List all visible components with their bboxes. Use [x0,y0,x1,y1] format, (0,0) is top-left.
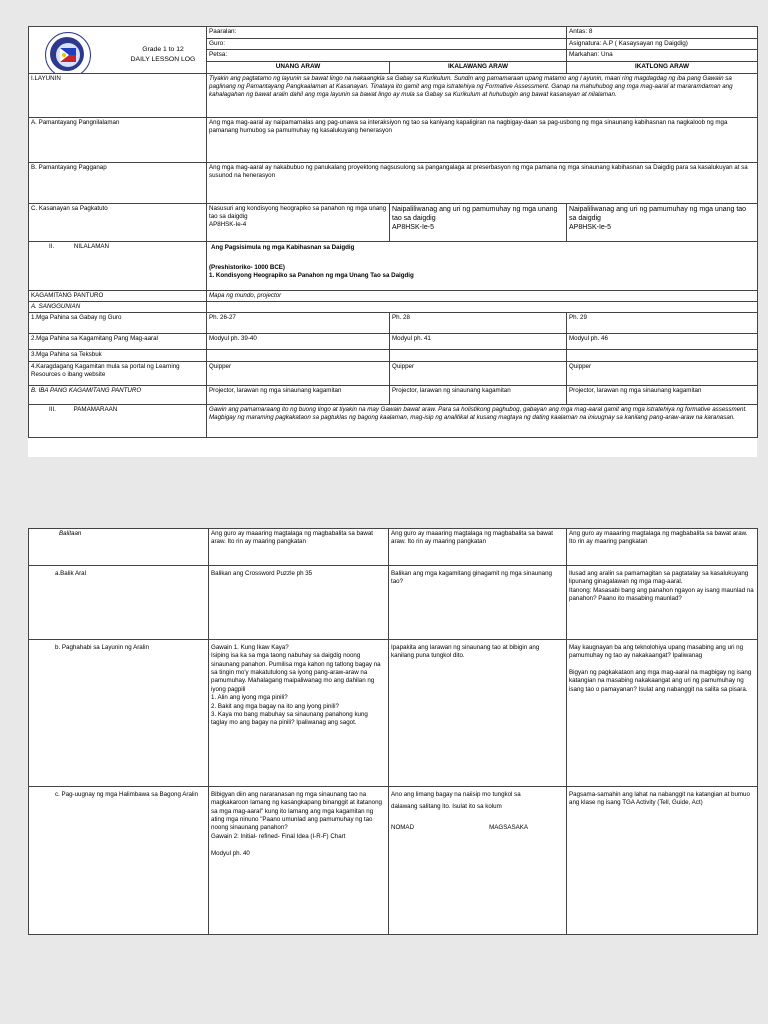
pagkatuto-label: C. Kasanayan sa Pagkatuto [29,203,207,241]
iba-day2: Projector, larawan ng sinaunang kagamitan [390,385,567,404]
magsasaka-heading: MAGSASAKA [489,823,528,831]
magaaral-label: 2.Mga Pahina sa Kagamitang Pang Mag-aaral [29,334,207,350]
deped-seal-icon [45,32,91,73]
grade-text: Grade 1 to 12 [142,46,184,53]
pangnilalaman-label: A. Pamantayang Pangnilalaman [29,117,207,162]
day3-header: IKATLONG ARAW [567,61,758,73]
pagkatuto-day2: Naipaliliwanag ang uri ng pamumuhay ng mga unang tao sa daigdig AP8HSK-Ie-5 [390,203,567,241]
pagkatuto-day3: Naipaliliwanag ang uri ng pamumuhay ng mga unang tao sa daigdig AP8HSK-Ie-5 [567,203,758,241]
karagdagang-day2: Quipper [390,361,567,385]
karagdagang-day3: Quipper [567,361,758,385]
day2-header: IKALAWANG ARAW [390,61,567,73]
header-logo-cell [29,27,207,74]
iba-day3: Projector, larawan ng mga sinaunang kagamitan [567,385,758,404]
balitaan-day1: Ang guro ay maaaring magtalaga ng magbabalita sa bawat araw. Ito rin ay maaring pangkatan [209,529,389,566]
paghahabi-label: b. Paghahabi sa Layunin ng Aralin [29,640,209,787]
pamamaraan-label: PAMAMARAAN [73,405,118,413]
balik-aral-day2: Balikan ang mga kagamitang ginagamit ng mga sinaunang tao? [389,566,567,640]
paghahabi-day3: May kaugnayan ba ang teknolohiya upang masabing ang uri ng pamumuhay ng tao ay nakakaangat? Ipaliwanag Bigyan ng pagkakataon ang mga mag-aaral na magbigay ng isang katangian na masabing nakakaangat ang uri ng pamumuhay ng isang tao o pamayanan? Isulat ang nabanggit na salita sa pisara. [567,640,758,787]
balik-aral-day3: Ilusad ang aralin sa pamamagitan sa pagtatalay sa kasalukuyang lipunang ginagalawan ng mga mag-aaral. Itanong: Masasabi bang ang panahon ngayon ay isang maunlad na panahon? Paano ito masabing maunlad? [567,566,758,640]
paguugnay-label: c. Pag-uugnay ng mga Halimbawa sa Bagong Aralin [29,787,209,935]
pamamaraan-num: III. [49,405,56,413]
pagganap-label: B. Pamantayang Pagganap [29,162,207,203]
balitaan-day2: Ang guro ay maaaring magtalaga ng magbabalita sa bawat araw. Ito rin ay maaring pangkatan [389,529,567,566]
teksbuk-label: 3.Mga Pahina sa Teksbuk [29,350,207,361]
balik-aral-label: a.Balik Aral [29,566,209,640]
nilalaman-label: NILALAMAN [73,242,109,250]
pangnilalaman-text: Ang mga mag-aaral ay naipamamalas ang pag-unawa sa interaksiyon ng tao sa kaniyang kapaligiran na nagbigay-daan sa pag-usbong ng mga sinaunang kabihasnan na nagkaloob ng mga pamanang humubog sa pamumuhay ng kasalukuyang henerasyon [207,117,758,162]
balitaan-label: Balitaan [29,529,209,566]
nilalaman-period: (Preshistoriko- 1000 BCE) [209,263,285,271]
pamamaraan-label-cell [29,404,207,437]
magaaral-day1: Modyul ph. 39-40 [207,334,390,350]
teksbuk-day3 [567,350,758,361]
log-title: DAILY LESSON LOG [130,56,196,64]
paguugnay-day2 [389,787,567,935]
karagdagang-label: 4.Karagdagang Kagamitan mula sa portal ng Learning Resources o ibang website [29,361,207,385]
paguugnay-day2-question: Ano ang limang bagay na naiisip mo tungkol sa [391,791,521,798]
antas-field: Antas: 8 [567,27,758,39]
nilalaman-label-cell [29,241,207,290]
gabay-day1: Ph. 26-27 [207,313,390,334]
lesson-log-page-2 [28,528,757,934]
pagganap-text: Ang mga mag-aaral ay nakabubuo ng panukalang proyektong nagsusulong sa pangangalaga at preserbasyon ng mga pamana ng mga sinaunang kabihasnan sa Daigdig para sa kasalukuyan at sa susunod na henerasyon [207,162,758,203]
magaaral-day2: Modyul ph. 41 [390,334,567,350]
sanggunian-label: A. SANGGUNIAN [29,301,207,312]
lesson-log-table-1 [28,26,758,438]
karagdagang-day1: Quipper [207,361,390,385]
lesson-log-page-1 [28,26,757,457]
header-grade [119,45,207,65]
balik-aral-day1: Balikan ang Crossword Puzzle ph 35 [209,566,389,640]
gabay-day2: Ph. 28 [390,313,567,334]
paaralan-field: Paaralan: [207,27,567,39]
nilalaman-num: II. [49,242,55,250]
layunin-label: I.LAYUNIN [29,73,207,117]
iba-day1: Projector, larawan ng mga sinaunang kagamitan [207,385,390,404]
nilalaman-content [207,241,758,290]
sanggunian-empty [207,301,758,312]
petsa-field: Petsa: [207,50,567,62]
paguugnay-day1: Bibigyan diin ang nararanasan ng mga sinaunang tao na magkakaroon lamang ng kasangkapang binanggit at itatanong sa mga mag-aaral" kung ito lamang ang mga kagamitan ng ating mga ninuno "Paano umunlad ang pamumuhay ng tao noong sinaunang panahon? Gawain 2: Initial- refined- Final Idea (I-R-F) Chart Modyul ph. 40 [209,787,389,935]
pagkatuto-day1: Nasusuri ang kondisyong heograpiko sa panahon ng mga unang tao sa daigdig AP8HSK-Ie-4 [207,203,390,241]
lesson-log-table-2 [28,528,758,935]
gabay-label: 1.Mga Pahina sa Gabay ng Guro [29,313,207,334]
teksbuk-day1 [207,350,390,361]
paguugnay-day2-instruction: dalawang salitang ito. Isulat ito sa kolum [391,803,502,811]
nilalaman-title: Ang Pagsisimula ng mga Kabihasnan sa Daigdig [211,243,355,251]
markahan-field: Markahan: Una [567,50,758,62]
paguugnay-day3: Pagsama-samahin ang lahat na nabanggit na katangian at bumuo ang klase ng isang TGA Activity (Tell, Guide, Act) [567,787,758,935]
asignatura-field: Asignatura: A.P ( Kasaysayan ng Daigdig) [567,38,758,50]
kagamitan-text: Mapa ng mundo, projector [207,290,758,301]
pamamaraan-text: Gawin ang pamamaraang ito ng buong lingo at tiyakin na may Gawain bawat araw. Para sa holistikong paghubog, gabayan ang mga mag-aaral gamit ang mga istratehiya ng formative assessment. Magbigay ng maraming pagkakataon sa pagtuklas ng bagong kaalaman, mag-isip ng analitikal at kusang magtaya ng dating kaalaman na iniuugnay sa kanilang pang-araw-araw na karanasan. [207,404,758,437]
nomad-heading: NOMAD [391,823,415,831]
balitaan-day3: Ang guro ay maaaring magtalaga ng magbabalita sa bawat araw. Ito rin ay maaring pangkatan [567,529,758,566]
iba-label: B. IBA PANG KAGAMITANG PANTURO [29,385,207,404]
nilalaman-topic: 1. Kondisyong Heograpiko sa Panahon ng mga Unang Tao sa Daigdig [209,272,414,280]
day1-header: UNANG ARAW [207,61,390,73]
column-headings [391,824,564,832]
teksbuk-day2 [390,350,567,361]
magaaral-day3: Modyul ph. 46 [567,334,758,350]
layunin-text: Tiyakin ang pagtatamo ng layunin sa bawat lingo na nakaangkla sa Gabay sa Kurikulum. Sundin ang pamamaraan upang matamo ang l ayunin, maari ring magdagdag ng iba pang Gawain sa paglinang ng Pamantayang Pangkaalaman at Kasanayan. Tinataya ito gamit ang mga istratehiya ng Formative Assessment. Ganap na mahuhubog ang mga mag-aaral at mararamdaman ang kahalagahan ng bawat aralin dahil ang mga layunin sa bawat lingo ay mula sa Gabay sa Kurikulum at huhubugin ang bawat kasanayan at nilalaman. [207,73,758,117]
guro-field: Guro: [207,38,567,50]
paghahabi-day1: Gawain 1. Kung Ikaw Kaya? Isiping isa ka sa mga taong nabuhay sa daigdig noong sinaunang panahon. Pumilisa mga kahon ng tatlong bagay na sa tingin mo'y makatutulong sa iyong pang-araw-araw na pamumuhay. Mahalagang maipaliwanag mo ang dahilan ng iyong pagpili 1. Alin ang iyong mga pinili? 2. Bakit ang mga bagay na ito ang iyong pinili? 3. Kaya mo bang mabuhay sa sinaunang panahong kung taglay mo ang bagay na pinili? Ipaliwanag ang sagot. [209,640,389,787]
kagamitan-label: KAGAMITANG PANTURO [29,290,207,301]
paghahabi-day2: Ipapakita ang larawan ng sinaunang tao at bibigin ang kanilang puna tungkol dito. [389,640,567,787]
gabay-day3: Ph. 29 [567,313,758,334]
